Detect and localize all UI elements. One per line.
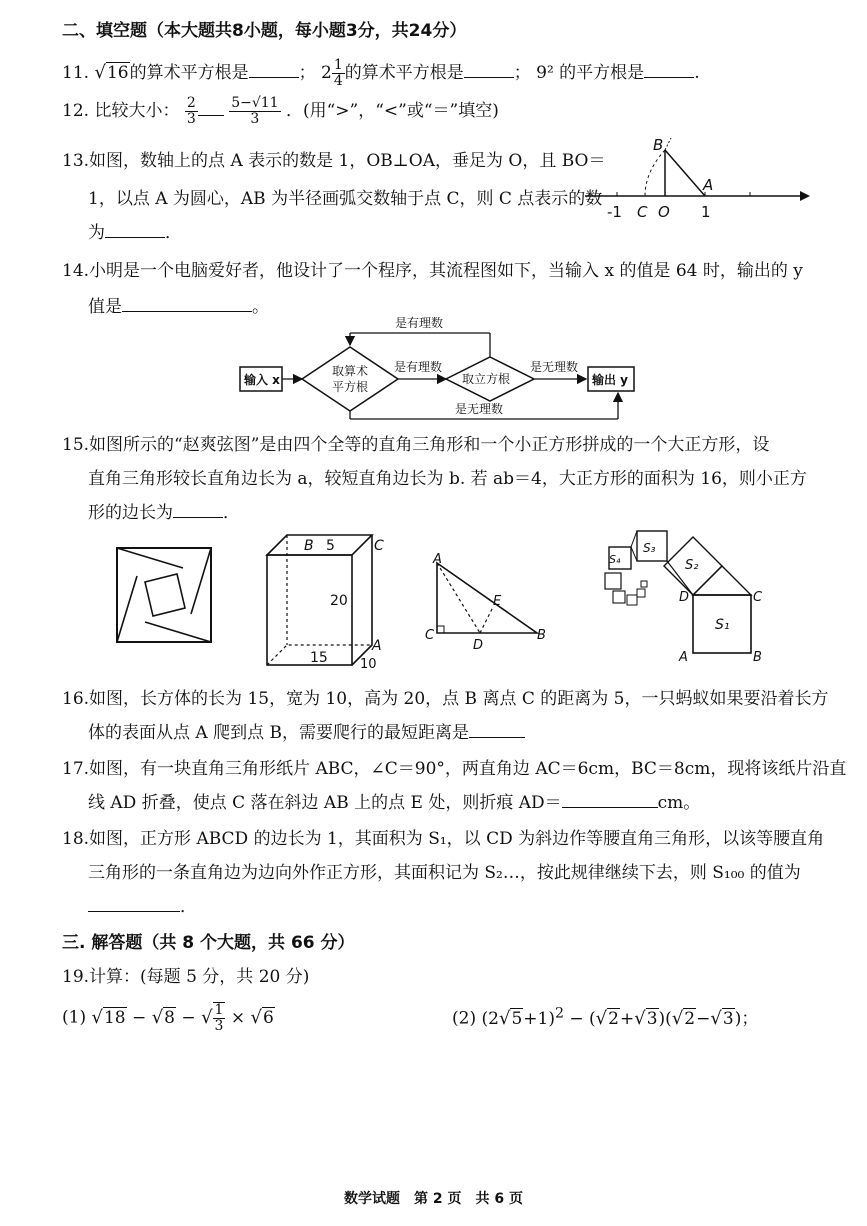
spiral-label-c: C: [753, 590, 763, 605]
cuboid-label-15: 15: [310, 650, 328, 666]
question-13-line1: [62, 150, 605, 172]
q11-text-b: 的算术平方根是: [344, 63, 464, 83]
spiral-label-s2: S₂: [685, 558, 699, 573]
cuboid-label-c: C: [374, 538, 384, 554]
answer-blank[interactable]: [88, 897, 180, 912]
q15-line1: 如图所示的“赵爽弦图”是由四个全等的直角三角形和一个小正方形拼成的一个大正方形，设: [89, 435, 770, 455]
q13-line1: 如图，数轴上的点 A 表示的数是 1，OB⊥OA，垂足为 O，且 BO＝: [89, 151, 606, 171]
cuboid-label-10: 10: [360, 657, 377, 672]
question-15-line1: [62, 434, 769, 456]
q14-line2: 值是: [88, 297, 122, 317]
section-title: 三. 解答题（共 8 个大题，共 66 分）: [62, 933, 355, 953]
q19-title-text: 计算：(每题 5 分，共 20 分): [89, 967, 310, 987]
triangle-label-e: E: [493, 594, 502, 609]
problem-label: (2): [452, 1008, 477, 1029]
question-number: 14.: [62, 261, 90, 281]
triangle-label-c: C: [425, 628, 435, 643]
flow-label-irrational-bottom: 是无理数: [455, 402, 504, 416]
answer-blank[interactable]: [105, 223, 165, 238]
point-label-o: O: [658, 203, 670, 221]
cuboid-label-a: A: [372, 638, 382, 654]
question-13-line3: 为 ．: [88, 223, 182, 243]
answer-blank[interactable]: [562, 793, 658, 808]
right-triangle-figure: [425, 552, 555, 665]
tick-label-minus1: -1: [607, 203, 622, 221]
spiral-label-b: B: [753, 650, 762, 665]
flow-label-rational-top: 是有理数: [395, 316, 444, 330]
question-13-line2: 1，以点 A 为圆心，AB 为半径画弧交数轴于点 C，则 C 点表示的数: [88, 189, 603, 209]
cuboid-label-5: 5: [326, 538, 335, 554]
problem-label: (1): [62, 1007, 87, 1028]
question-18-line3: [88, 896, 197, 918]
triangle-label-b: B: [537, 628, 546, 643]
question-12: [62, 96, 499, 127]
point-label-c: C: [637, 203, 648, 221]
flow-cbrt-label: 取立方根: [462, 372, 511, 386]
number-line-figure: [585, 132, 815, 222]
cuboid-figure: [262, 530, 392, 670]
triangle-label-a: A: [433, 552, 442, 567]
spiral-label-d: D: [679, 590, 690, 605]
fraction-root: $\frac{5-√11}{3}$: [231, 95, 279, 127]
math-expr: $(2√5+1)^2 - (√2+√3)(√2-√3)$；: [481, 1005, 759, 1029]
answer-blank[interactable]: [464, 63, 514, 78]
q16-line1: 如图，长方体的长为 15，宽为 10，高为 20，点 B 离点 C 的距离为 5，一只蚂蚁如果要沿着长方: [89, 689, 829, 709]
question-17-line2: [88, 792, 700, 814]
q16-line2: 体的表面从点 A 爬到点 B，需要爬行的最短距离是: [88, 723, 469, 743]
math-expr: √16: [94, 62, 129, 83]
square-spiral-figure: [595, 525, 785, 675]
answer-blank[interactable]: [249, 63, 299, 78]
question-number: 13.: [62, 151, 90, 171]
answer-blank[interactable]: [469, 723, 525, 738]
question-number: 12.: [62, 101, 90, 121]
triangle-label-d: D: [473, 638, 484, 653]
flow-input-label: 输入 x: [244, 373, 280, 387]
question-11: 11. √16的算术平方根是 ； 2 $\frac{1}{4}$ 的算术平方根是 ； 9² 的平方根是 .: [62, 57, 700, 89]
question-16-line2: [88, 722, 525, 744]
problem-19-1: [62, 1002, 275, 1034]
q12-tail: ．(用“>”，“<”或“＝”填空): [285, 101, 499, 121]
flow-output-label: 输出 y: [592, 373, 629, 387]
question-18-line1: [62, 828, 824, 850]
q17-line2-end: cm。: [657, 793, 701, 813]
q17-line2: 线 AD 折叠，使点 C 落在斜边 AB 上的点 E 处，则折痕 AD＝: [88, 793, 562, 813]
q13-line3: 为: [88, 223, 105, 243]
q14-line2-end: 。: [252, 297, 269, 317]
question-15-line3: [88, 502, 240, 524]
question-number: 15.: [62, 435, 90, 455]
flowchart: [240, 315, 660, 425]
answer-blank[interactable]: [122, 297, 252, 312]
spiral-label-s3: S₃: [643, 541, 656, 555]
flow-label-rational-mid: 是有理数: [394, 360, 443, 374]
q12-text: 比较大小：: [94, 101, 180, 121]
point-label-a: A: [703, 176, 714, 194]
math-expr: √18 − √8 − √ $\frac{1}{3}$ × √6: [91, 1002, 274, 1034]
question-number: 17.: [62, 759, 90, 779]
math-expr: 2 $\frac{1}{4}$: [320, 57, 343, 89]
section-title: 二、填空题（本大题共8小题，每小题3分，共24分）: [62, 21, 467, 41]
answer-blank[interactable]: [173, 503, 223, 518]
q18-line1: 如图，正方形 ABCD 的边长为 1，其面积为 S₁，以 CD 为斜边作等腰直角三角形，以该等腰直角: [89, 829, 825, 849]
answer-blank[interactable]: [198, 105, 224, 116]
cuboid-label-20: 20: [330, 593, 348, 609]
question-16-line1: [62, 688, 829, 710]
question-14-line1: [62, 260, 803, 282]
spiral-label-a: A: [679, 650, 688, 665]
question-18-line2: 三角形的一条直角边为边向外作正方形，其面积记为 S₂…，按此规律继续下去，则 S₁₀₀ 的值为: [88, 863, 801, 883]
sqrt-diamond: [302, 347, 398, 411]
q17-line1: 如图，有一块直角三角形纸片 ABC，∠C＝90°，两直角边 AC＝6cm，BC＝8cm，现将该纸片沿直: [89, 759, 847, 779]
question-17-line1: [62, 758, 846, 780]
tick-label-1: 1: [701, 203, 711, 221]
cuboid-label-b: B: [304, 538, 314, 554]
q18-line3-end: ．: [180, 897, 197, 917]
point-label-b: B: [653, 136, 664, 154]
question-number: 16.: [62, 689, 90, 709]
answer-blank[interactable]: [644, 63, 694, 78]
question-19-title: [62, 966, 309, 988]
q15-line3: 形的边长为: [88, 503, 173, 523]
spiral-label-s1: S₁: [715, 617, 730, 633]
flow-sqrt-line2: 平方根: [332, 380, 369, 394]
question-number: 11.: [62, 63, 90, 83]
flow-sqrt-line1: 取算术: [332, 364, 369, 378]
q15-line3-end: ．: [223, 503, 240, 523]
q11-text-a: 的算术平方根是: [129, 63, 249, 83]
question-15-line2: 直角三角形较长直角边长为 a，较短直角边长为 b. 若 ab＝4，大正方形的面积为 16，则小正方: [88, 469, 807, 489]
page-footer: 数学试题 第 2 页 共 6 页: [344, 1191, 523, 1207]
q11-text-c: 9² 的平方根是: [536, 63, 645, 83]
question-number: 19.: [62, 967, 90, 987]
spiral-label-s4: S₄: [609, 553, 621, 566]
q14-line1: 小明是一个电脑爱好者，他设计了一个程序，其流程图如下，当输入 x 的值是 64 时，输出的 y: [89, 261, 803, 281]
zhao-shuang-figure: [115, 546, 215, 646]
question-number: 18.: [62, 829, 90, 849]
fraction-two-thirds: $\frac{2}{3}$: [186, 95, 196, 127]
problem-19-2: [452, 1002, 758, 1030]
flow-label-irrational-right: 是无理数: [530, 360, 579, 374]
